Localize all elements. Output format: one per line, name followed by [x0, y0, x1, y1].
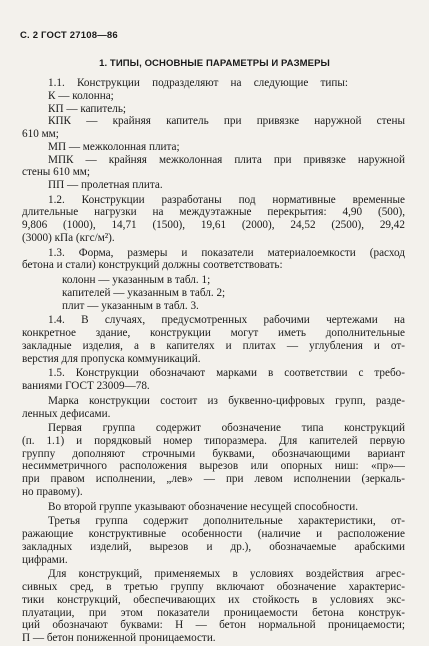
- section-title: 1. ТИПЫ, ОСНОВНЫЕ ПАРАМЕТРЫ И РАЗМЕРЫ: [99, 58, 330, 69]
- text-line: 1.3. Форма, размеры и показатели материалоемкости (расход: [48, 246, 405, 259]
- text-line: ражающие конструктивные особенности (наличие и расположение: [22, 528, 405, 541]
- text-line: 9,806 (1000), 14,71 (1500), 19,61 (2000), 24,52 (2500), 29,42: [22, 219, 405, 232]
- text-line: 1.4. В случаях, предусмотренных рабочими чертежами на: [48, 314, 405, 327]
- text-line: 1.2. Конструкции разработаны под нормативные временные: [48, 193, 405, 206]
- text-line: колонн — указанным в табл. 1;: [62, 274, 211, 287]
- text-line: сивных сред, в третью группу включают обозначение характерис-: [22, 581, 405, 593]
- text-line: Марка конструкции состоит из буквенно-цифровых групп, разде-: [48, 394, 405, 407]
- text-line: плит — указанным в табл. 3.: [62, 299, 199, 312]
- text-line: (3000) кПа (кгс/м²).: [22, 231, 115, 244]
- text-line: Для конструкций, применяемых в условиях воздействия агрес-: [48, 568, 405, 581]
- text-line: тики конструкций, обеспечивающих их стойкость в условиях экс-: [22, 593, 405, 606]
- text-line: несимметричного расположения вырезов или опорных ниш: «пр»—: [22, 460, 405, 473]
- text-line: группу дополняют строчными буквами, обозначающими вариант: [22, 447, 405, 460]
- text-line: К — колонна;: [48, 89, 114, 102]
- text-line: 1.1. Конструкции подразделяют на следующие типы:: [48, 77, 348, 89]
- text-line: ваниями ГОСТ 23009—78.: [22, 380, 150, 392]
- text-line: закладных изделий, вырезов и др.), обозначаемые арабскими: [22, 540, 405, 553]
- text-line: цифрами.: [22, 553, 68, 566]
- text-line: при правом исполнении, „лев» — при левом исполнении (зеркаль-: [22, 473, 405, 486]
- text-line: закладные изделия, а в капителях и плитах — углубления и от-: [22, 339, 405, 352]
- text-line: стены 610 мм;: [22, 166, 90, 179]
- text-line: 610 мм;: [22, 128, 59, 140]
- text-line: КПК — крайняя капитель при привязке наружной стены: [48, 115, 405, 128]
- text-line: (п. 1.1) и порядковый номер типоразмера. Для капителей первую: [22, 434, 405, 447]
- text-line: МПК — крайняя межколонная плита при привязке наружной: [48, 153, 405, 166]
- text-line: Во второй группе указывают обозначение несущей способности.: [48, 500, 358, 513]
- text-line: Третья группа содержит дополнительные характеристики, от-: [48, 515, 405, 528]
- text-line: Первая группа содержит обозначение типа конструкций: [48, 422, 405, 435]
- text-line: МП — межколонная плита;: [48, 140, 180, 153]
- text-line: ПП — пролетная плита.: [48, 179, 163, 191]
- text-line: ций обозначают буквами: Н — бетон нормальной проницаемости;: [22, 619, 405, 632]
- text-line: П — бетон пониженной проницаемости.: [22, 632, 216, 644]
- text-line: 1.5. Конструкции обозначают марками в соответствии с требо-: [48, 367, 405, 380]
- text-line: ленных дефисами.: [22, 407, 111, 420]
- text-line: капителей — указанным в табл. 2;: [62, 286, 226, 299]
- page-header: С. 2 ГОСТ 27108—86: [20, 30, 118, 41]
- text-line: длительные нагрузки на междуэтажные перекрытия: 4,90 (500),: [22, 206, 405, 219]
- text-line: плуатации, при этом показатели проницаемости бетона конструк-: [22, 606, 405, 619]
- text-line: но правому).: [22, 485, 83, 498]
- text-line: конкретное здание, конструкции могут иметь дополнительные: [22, 327, 405, 339]
- text-line: верстия для пропуска коммуникаций.: [22, 352, 201, 365]
- text-line: бетона и стали) конструкций должны соответствовать:: [22, 259, 283, 272]
- text-line: КП — капитель;: [48, 102, 127, 115]
